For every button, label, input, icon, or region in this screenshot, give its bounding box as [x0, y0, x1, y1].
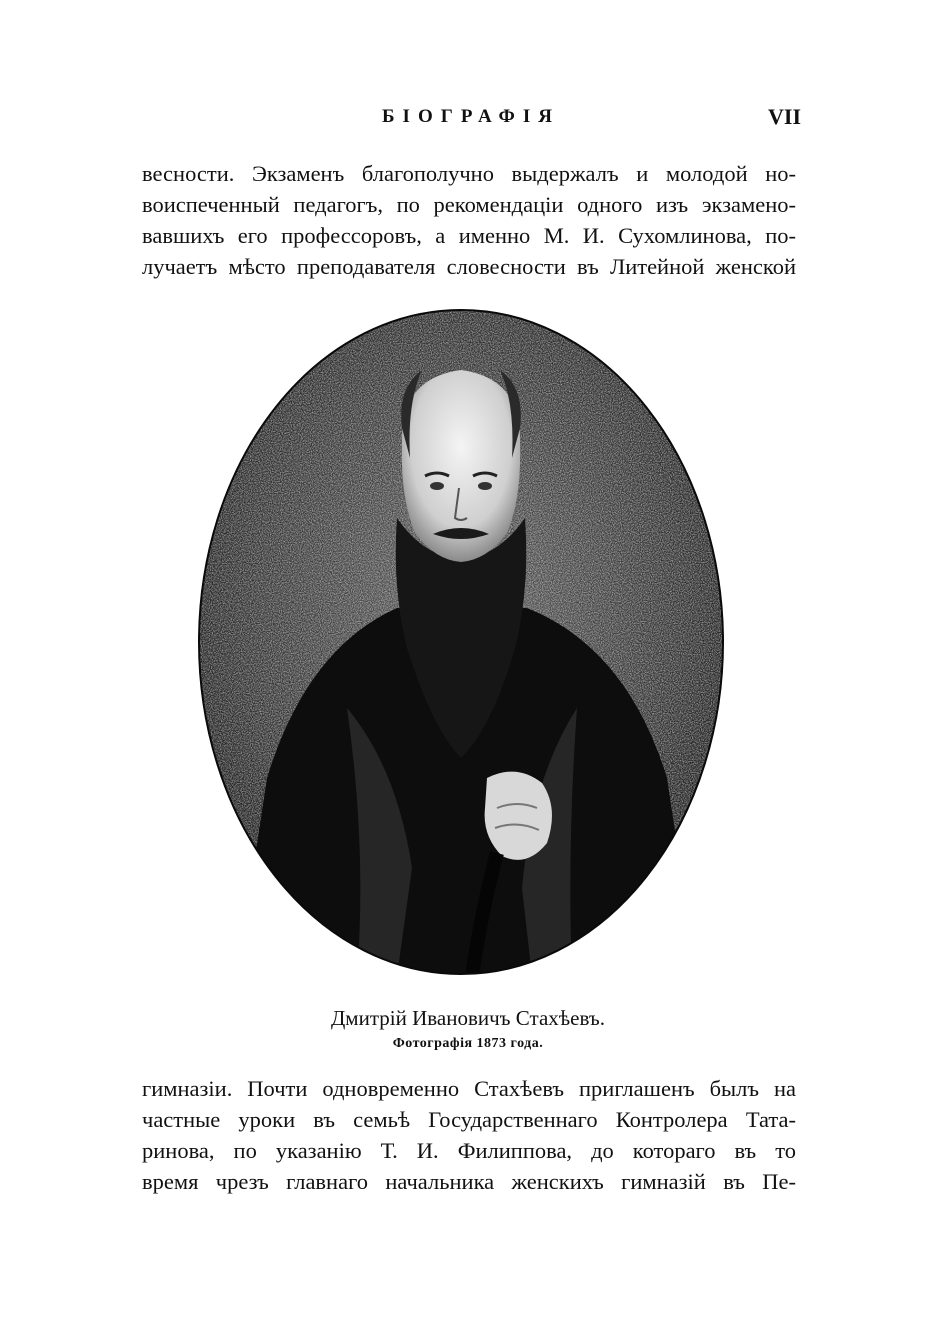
portrait-image [197, 308, 725, 976]
text-line: воиспеченный педагогъ, по рекомендаціи одного изъ экзамено- [142, 192, 796, 217]
paragraph-bottom [142, 1073, 796, 1197]
text-line: ринова, по указанію Т. И. Филиппова, до котораго въ то [142, 1138, 796, 1163]
text-line: время чрезъ главнаго начальника женскихъ гимназій въ Пе- [142, 1169, 796, 1194]
text-line: вавшихъ его профессоровъ, а именно М. И. Сухомлинова, по- [142, 223, 796, 248]
page-header [0, 100, 936, 140]
text-line: гимназіи. Почти одновременно Стахѣевъ приглашенъ былъ на [142, 1076, 796, 1101]
text-line: лучаетъ мѣсто преподавателя словесности въ Литейной женской [142, 254, 796, 279]
paragraph-top [142, 158, 796, 282]
running-title: БІОГРАФІЯ [382, 106, 560, 127]
text-line: весности. Экзаменъ благополучно выдержалъ и молодой но- [142, 161, 796, 186]
text-line: частные уроки въ семьѣ Государственнаго Контролера Тата- [142, 1107, 796, 1132]
page-number: VII [768, 104, 802, 129]
portrait-caption-name: Дмитрій Ивановичъ Стахѣевъ. [330, 1006, 605, 1030]
portrait-caption-date: Фотографія 1873 года. [392, 1036, 544, 1051]
